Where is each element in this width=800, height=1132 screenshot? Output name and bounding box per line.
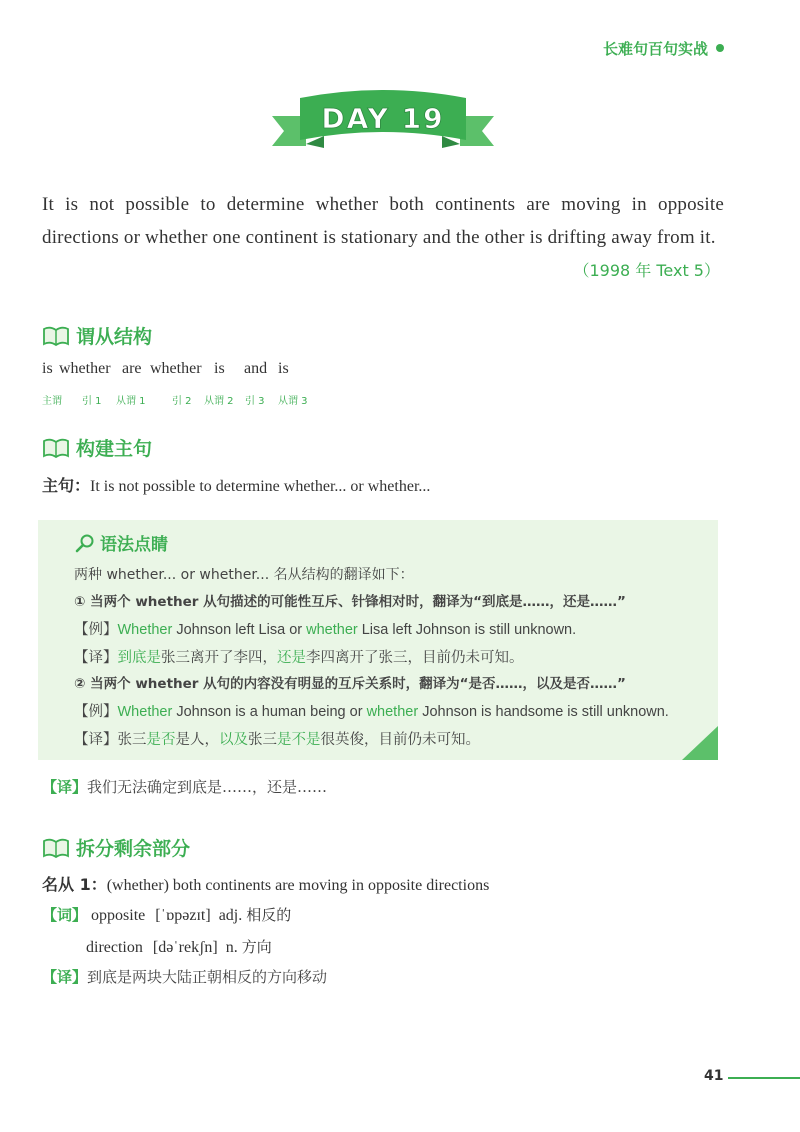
example-text: Johnson is a human being or (172, 704, 367, 720)
main-clause-text: It is not possible to determine whether... or whether... (90, 478, 431, 495)
structure-word: whether (59, 360, 111, 377)
day-banner (272, 86, 494, 158)
sentence-source: （1998 年 Text 5） (573, 261, 720, 280)
grammar-point-1: ① 当两个 whether 从句描述的可能性互斥、针锋相对时，翻译为“到底是……，还是……” (74, 594, 626, 610)
section-build-title: 构建主句 (76, 438, 153, 460)
structure-word: are (122, 360, 142, 377)
example-label: 【例】 (74, 704, 118, 720)
translation-text: 李四离开了张三，目前仍未可知。 (306, 650, 524, 666)
grammar-point-2: ② 当两个 whether 从句的内容没有明显的互斥关系时，翻译为“是否……，以及是否……” (74, 676, 626, 692)
structure-word: and (244, 360, 268, 377)
main-clause-label: 主句： (42, 476, 91, 495)
header-dot-icon (716, 44, 724, 52)
vocab-pos: adj. (218, 907, 243, 924)
highlight-whether: Whether (117, 704, 173, 720)
noun-clause-label: 名从 1： (42, 875, 107, 894)
section-split (42, 834, 190, 861)
structure-word: is (214, 360, 225, 377)
banner-text: DAY 19 (321, 102, 445, 135)
grammar-intro: 两种 whether... or whether... 名从结构的翻译如下： (74, 567, 414, 583)
grammar-translation-1 (74, 646, 524, 667)
main-clause (42, 473, 430, 496)
structure-tag: 主谓 (42, 396, 62, 407)
translation-label: 【译】 (74, 732, 118, 748)
vocab-item-direction (86, 936, 272, 957)
structure-tag: 引 2 (172, 396, 192, 407)
translation-text: 张三离开了李四， (161, 650, 277, 666)
vocab-label: 【词】 (42, 906, 88, 924)
translation-label: 【译】 (74, 650, 118, 666)
grammar-translation-2 (74, 728, 480, 749)
structure-tag: 引 3 (245, 396, 265, 407)
translation-label: 【译】 (42, 968, 88, 986)
section-structure-title: 谓从结构 (76, 326, 153, 348)
example-label: 【例】 (74, 622, 118, 638)
highlight-whether: Whether (117, 622, 173, 638)
example-text: Johnson is handsome is still unknown. (418, 704, 669, 720)
structure-word: is (278, 360, 289, 377)
highlight-whether: whether (306, 622, 358, 638)
structure-word: is (42, 360, 53, 377)
structure-tag: 从谓 1 (116, 396, 146, 407)
vocab-word: opposite (91, 907, 146, 924)
highlight-text: 是不是 (277, 732, 321, 748)
main-translation (42, 776, 327, 797)
section-structure (42, 322, 152, 349)
translation-text: 张三 (117, 732, 147, 748)
highlight-text: 以及 (219, 732, 248, 748)
open-book-icon (42, 437, 70, 459)
page-number-rule (728, 1077, 800, 1079)
grammar-title (74, 530, 168, 555)
grammar-box (38, 520, 718, 760)
translation-text: 很英俊，目前仍未可知。 (320, 732, 480, 748)
highlight-whether: whether (366, 704, 419, 720)
example-text: Johnson left Lisa or (172, 622, 307, 638)
split-translation (42, 966, 327, 987)
vocab-item-opposite (42, 904, 291, 925)
section-build (42, 434, 152, 461)
header-title: 长难句百句实战 (602, 40, 708, 58)
page-fold-corner (682, 726, 718, 760)
structure-word: whether (150, 360, 202, 377)
highlight-text: 还是 (277, 650, 306, 666)
vocab-phonetic: [dəˈrekʃn] (152, 939, 218, 956)
vocab-meaning: 相反的 (246, 906, 292, 924)
noun-clause-text: (whether) both continents are moving in opposite directions (106, 877, 490, 894)
grammar-title-text: 语法点睛 (100, 535, 168, 555)
highlight-text: 是否 (146, 732, 176, 748)
grammar-example-1 (74, 618, 576, 639)
open-book-icon (42, 837, 70, 859)
magnifier-icon (74, 533, 96, 553)
structure-tag: 引 1 (82, 396, 102, 407)
open-book-icon (42, 325, 70, 347)
highlight-text: 到底是 (117, 650, 161, 666)
main-sentence: It is not possible to determine whether both continents are moving in opposite directions or whether one continent is stationary and the other is drifting away from it. (42, 194, 724, 248)
structure-tag: 从谓 3 (278, 396, 308, 407)
translation-label: 【译】 (42, 778, 88, 796)
translation-text: 是人， (175, 732, 219, 748)
split-translation-text: 到底是两块大陆正朝相反的方向移动 (87, 968, 328, 986)
translation-text: 张三 (248, 732, 277, 748)
main-translation-text: 我们无法确定到底是……，还是…… (87, 778, 328, 796)
vocab-phonetic: [ˈɒpəzɪt] (155, 907, 211, 924)
vocab-pos: n. (225, 939, 238, 956)
example-text: Lisa left Johnson is still unknown. (357, 622, 577, 638)
section-split-title: 拆分剩余部分 (76, 838, 191, 860)
page-number: 41 (704, 1068, 724, 1084)
structure-tag: 从谓 2 (204, 396, 234, 407)
noun-clause-1 (42, 872, 489, 895)
vocab-word: direction (86, 939, 143, 956)
grammar-example-2 (74, 700, 669, 721)
vocab-meaning: 方向 (241, 938, 272, 956)
